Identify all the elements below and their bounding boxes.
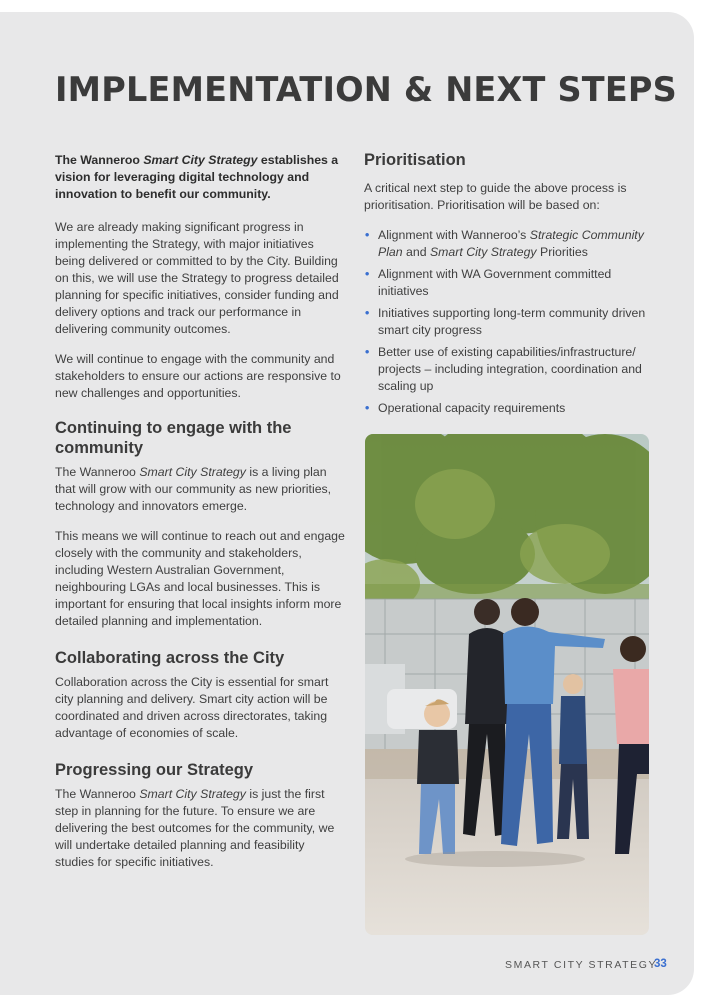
heading-collaborating: Collaborating across the City bbox=[55, 649, 285, 667]
list-item: • Alignment with WA Government committed initiatives bbox=[365, 267, 612, 298]
list-item: • Operational capacity requirements bbox=[365, 401, 566, 415]
bullet-icon: • bbox=[365, 267, 370, 281]
right-column bbox=[364, 150, 654, 422]
bullet-icon: • bbox=[365, 228, 370, 242]
family-walking-photo bbox=[365, 434, 649, 935]
bullet-icon: • bbox=[365, 345, 370, 359]
collaborating-paragraph: Collaboration across the City is essential for smart city planning and delivery. Smart city action will be coordinated and driven across directorates, taking advantage of economies of scale. bbox=[55, 675, 329, 740]
lead-paragraph: The Wanneroo Smart City Strategy establishes a vision for leveraging digital technology and innovation to benefit our community. bbox=[55, 153, 339, 201]
footer-document-title: SMART CITY STRATEGY bbox=[505, 959, 658, 971]
page-title: IMPLEMENTATION & NEXT STEPS bbox=[55, 70, 677, 109]
intro-paragraph-2: We will continue to engage with the community and stakeholders to ensure our actions are responsive to new challenges and opportunities. bbox=[55, 352, 341, 400]
engage-paragraph-1: The Wanneroo Smart City Strategy is a living plan that will grow with our community as new priorities, technology and innovators emerge. bbox=[55, 465, 332, 513]
bullet-icon: • bbox=[365, 401, 370, 415]
engage-paragraph-2: This means we will continue to reach out and engage closely with the community and stakeholders, including Western Australian Government, neighbouring LGAs and local businesses. This is important for ensuring that local insights inform more detailed planning and implementation. bbox=[55, 529, 345, 628]
progressing-paragraph: The Wanneroo Smart City Strategy is just the first step in planning for the future. To ensure we are delivering the best outcomes for the community, we will undertake detailed planning and feasibility studies for specific initiatives. bbox=[55, 787, 335, 869]
heading-prioritisation: Prioritisation bbox=[364, 151, 466, 169]
prioritisation-intro: A critical next step to guide the above process is prioritisation. Prioritisation will be based on: bbox=[364, 181, 627, 212]
list-item: • Initiatives supporting long-term community driven smart city progress bbox=[365, 306, 646, 337]
list-item: • Better use of existing capabilities/infrastructure/ projects – including integration, coordination and scaling up bbox=[365, 345, 642, 393]
prioritisation-list bbox=[364, 227, 654, 417]
left-column bbox=[55, 152, 345, 884]
heading-progressing: Progressing our Strategy bbox=[55, 761, 254, 779]
heading-continuing-to-engage: Continuing to engage with the community bbox=[55, 419, 292, 457]
intro-paragraph-1: We are already making significant progress in implementing the Strategy, with major initiatives being delivered or committed to by the City. Building on this, we will use the Strategy to progress detailed planning for specific initiatives, consider funding and delivery options and track our performance in delivering community outcomes. bbox=[55, 220, 339, 336]
bullet-icon: • bbox=[365, 306, 370, 320]
page-number: 33 bbox=[654, 958, 667, 970]
list-item: • Alignment with Wanneroo’s Strategic Community Plan and Smart City Strategy Priorities bbox=[365, 228, 644, 259]
